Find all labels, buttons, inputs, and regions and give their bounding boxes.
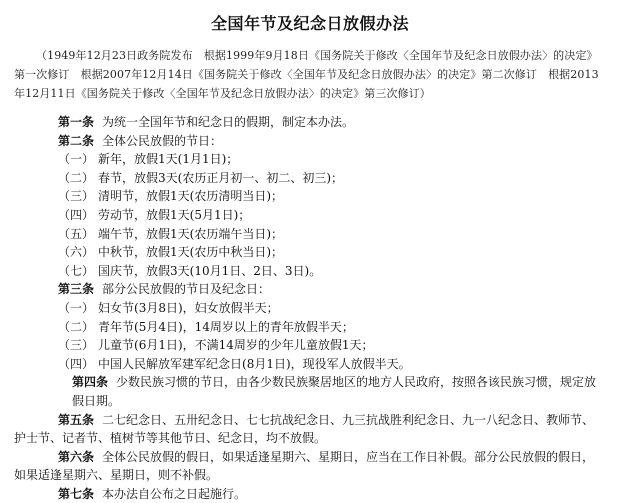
article-3-item-3: （三） 儿童节(6月1日)，不满14周岁的少年儿童放假1天； bbox=[58, 338, 374, 353]
article-3-item-1: （一） 妇女节(3月8日)，妇女放假半天； bbox=[58, 300, 279, 315]
article-1 bbox=[14, 113, 606, 132]
article-text: 全体公民放假的假日，如果适逢星期六、星期日，应当在工作日补假。部分公民放假的假日，如果适逢星期六、星期日，则不补假。 bbox=[14, 449, 595, 483]
article-4 bbox=[14, 373, 606, 410]
article-2 bbox=[14, 132, 606, 151]
article-5 bbox=[14, 411, 606, 448]
article-label: 第三条 bbox=[58, 282, 95, 297]
article-text: 二七纪念日、五卅纪念日、七七抗战纪念日、九三抗战胜利纪念日、九一八纪念日、教师节、护士节、记者节、植树节等其他节日、纪念日，均不放假。 bbox=[14, 412, 595, 446]
article-label: 第七条 bbox=[58, 486, 95, 501]
article-2-item-5: （五） 端午节，放假1天(农历端午当日)； bbox=[58, 226, 284, 241]
article-3-item-2: （二） 青年节(5月4日)，14周岁以上的青年放假半天； bbox=[58, 319, 354, 334]
article-2-item-6: （六） 中秋节，放假1天(农历中秋当日)； bbox=[58, 245, 284, 260]
article-text: 本办法自公布之日起施行。 bbox=[102, 486, 247, 501]
article-3 bbox=[14, 280, 606, 299]
document-body bbox=[14, 113, 606, 503]
article-label: 第四条 bbox=[72, 375, 109, 390]
article-7 bbox=[14, 485, 606, 503]
article-2-item-3: （三） 清明节，放假1天(农历清明当日)； bbox=[58, 189, 284, 204]
article-text: 部分公民放假的节日及纪念日： bbox=[102, 282, 271, 297]
article-text: 少数民族习惯的节日，由各少数民族聚居地区的地方人民政府，按照各该民族习惯，规定放假日期。 bbox=[72, 375, 597, 408]
article-label: 第二条 bbox=[58, 133, 95, 148]
article-2-item-1: （一） 新年，放假1天(1月1日)； bbox=[58, 152, 239, 167]
article-label: 第六条 bbox=[58, 449, 95, 464]
article-2-item-4: （四） 劳动节，放假1天(5月1日)； bbox=[58, 207, 251, 222]
article-label: 第一条 bbox=[58, 115, 95, 129]
article-3-item-4: （四） 中国人民解放军建军纪念日(8月1日)，现役军人放假半天。 bbox=[58, 356, 411, 371]
revision-note: （1949年12月23日政务院发布 根据1999年9月18日《国务院关于修改〈全国年节及纪念日放假办法〉的决定》第一次修订 根据2007年12月14日《国务院关于修改〈全国年节及纪念日放假办法〉的决定》第二次修订 根据2013年12月11日《国务院关于修改〈全国年节及纪念日放假办法〉的决定》第三次修订） bbox=[14, 49, 599, 100]
article-text: 全体公民放假的节日： bbox=[102, 133, 223, 148]
document-title: 全国年节及纪念日放假办法 bbox=[210, 14, 409, 33]
article-label: 第五条 bbox=[58, 412, 95, 427]
article-text: 为统一全国年节和纪念日的假期，制定本办法。 bbox=[102, 115, 355, 129]
article-2-item-2: （二） 春节，放假3天(农历正月初一、初二、初三)； bbox=[58, 170, 344, 185]
article-2-item-7: （七） 国庆节，放假3天(10月1日、2日、3日)。 bbox=[58, 263, 322, 278]
article-6 bbox=[14, 448, 606, 485]
